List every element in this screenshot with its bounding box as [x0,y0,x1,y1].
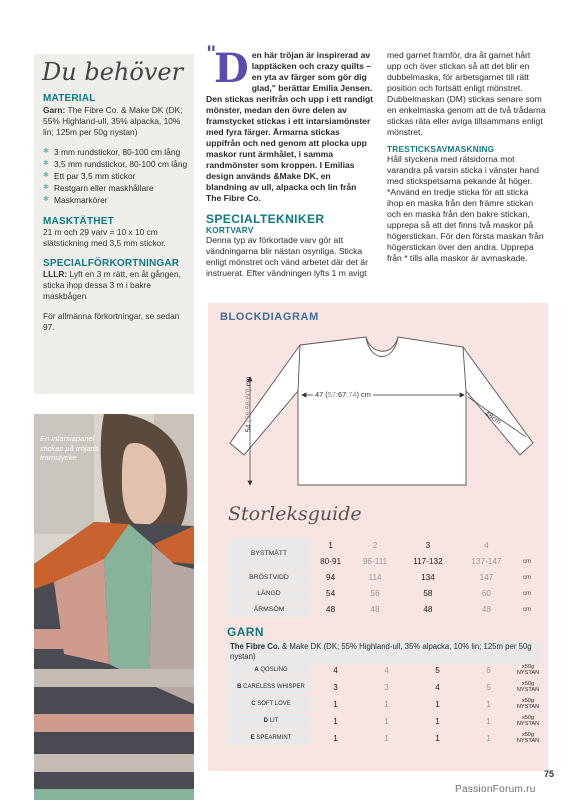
table-row [228,662,542,679]
yarn-letter: E [250,734,255,741]
special-abbrev-heading: SPECIALFÖRKORTNINGAR [43,257,180,269]
kortvarv-continued: med garnet framför, dra åt garnet hårt upp och över stickan så att det blir en dubbelmaska, för arbetsgarnet till rätt position och fortsätt enligt mönstret. Dubbelmaskan (DM) stickas senare som en enkelmaska genom att de två trådarna stickas räta eller aviga tillsammans enligt mönstret. [387,50,546,137]
sweater-illustration [34,414,194,800]
size-num: 1 [310,538,351,554]
intro-text [206,41,374,204]
cell: 6 [463,662,514,679]
bust-value: 137-147 [457,554,516,570]
unit-cell: cm [516,586,538,602]
width-paren: ( [323,390,328,399]
row-label: ÄRMSÖM [228,602,310,618]
kortvarv-heading: KORTVARV [206,226,254,235]
yarn-label [228,679,310,696]
special-tech-heading: SPECIALTEKNIKER [206,212,325,226]
lllr-label: LLLR: [43,268,68,279]
cell: 60 [457,586,516,602]
size-guide-title: Storleksguide [228,503,362,525]
cell: 4 [412,679,463,696]
abbrev-note: För allmänna förkortningar, se sedan 97. [43,311,180,333]
row-label: BRÖSTVIDD [228,570,310,586]
quote-mark: " [206,41,217,65]
cell: 1 [310,730,361,747]
drop-cap: D [214,45,249,92]
cell: 48 [310,602,351,618]
width-size-4: :74 [346,390,357,399]
unit-cell: x50g NYSTAN [514,730,542,747]
cell: 114 [351,570,399,586]
length-other-sizes: (56:58:60) [243,388,253,425]
length-dimension [244,355,253,455]
yarn-letter: B [237,683,242,690]
sweater-photo [34,414,194,800]
kortvarv-text: Denna typ av förkortade varv gör att vändningarna blir nästan osynliga. Sticka enligt mönstret och vänd arbetet där det är instruerat. Efter vändningen lyfts 1 m avigt [206,235,368,278]
cell: 5 [412,662,463,679]
unit-cell: cm [516,570,538,586]
photo-caption: En intarsiapanel stickas på tröjans framstycke [40,434,99,462]
bust-value: 80-91 [310,554,351,570]
unit-cell [516,538,538,554]
cell: 1 [310,696,361,713]
bust-value: 117-132 [399,554,457,570]
material-item: ✱ 3 mm rundstickor, 80-100 cm lång [43,147,191,158]
material-item: ✱ Maskmarkörer [43,195,191,206]
material-item: ✱ Ett par 3,5 mm stickor [43,171,191,182]
trestick-text: Håll styckena med rätsidorna mot varandra på varsin sticka i vänster hand med stickspetsarna pekande åt höger. *Använd en tredje sticka för att sticka ihop en maska från den främre stickan och en maska från den bakre stickan, upprepa så att det finns två maskor på högerstickan. För den första maskan från högerstickan över den andra. Upprepa från * tills alla maskor är avmaskade. [387,154,544,263]
yarn-label [228,696,310,713]
unit-cell: cm [516,602,538,618]
masktathet-heading: MASKTÄTHET [43,216,114,228]
width-size-2: 57 [327,390,336,399]
cell: 58 [399,586,457,602]
yarn-name: SOFT LOVE [257,700,291,707]
unit-cell: x50g NYSTAN [514,679,542,696]
size-num: 3 [399,538,457,554]
yarn-letter: D [263,717,268,724]
cell: 56 [351,586,399,602]
yarn-name: QOSLING [260,666,288,673]
table-row [228,538,538,554]
right-column [387,50,547,264]
cell: 54 [310,586,351,602]
watermark: PassionForum.ru [455,784,536,795]
cell: 1 [412,730,463,747]
cell: 48 [399,602,457,618]
size-table [228,538,538,618]
trestick-heading: TRESTICKSAVMASKNING [387,145,495,154]
yarn-label [228,662,310,679]
block-diagram-heading: BLOCKDIAGRAM [220,311,319,323]
page-number: 75 [544,769,555,779]
bust-label: BYSTMÅTT [228,538,310,570]
garn-heading: GARN [227,625,264,639]
unit-cell: x50g NYSTAN [514,713,542,730]
lllr-text: Lyft en 3 m rätt, en åt gången, sticka ihop dessa 3 m i bakre maskbågen [43,268,181,301]
special-abbrev-text [43,269,191,301]
garn-text: The Fibre Co. & Make DK (DK; 55% Highland-ull, 35% alpacka, 10% lin; 125m per 50g nystan) [43,105,183,137]
sidebar-content [43,93,191,333]
sleeve-dimension: 48cm [483,408,504,427]
width-unit: ) cm [356,390,371,399]
width-size-3: :67 [335,390,347,399]
cell: 134 [399,570,457,586]
cell: 4 [310,662,361,679]
cell: 1 [412,696,463,713]
width-size-1: 47 [315,390,324,399]
garn-desc-text: & Make DK (DK; 55% Highland-ull, 35% alpacka, 10% lin; 125m per 50g nystan) [230,642,532,661]
material-item: ✱ Restgarn eller maskhållare [43,183,191,194]
yarn-table [228,662,542,747]
cell: 1 [463,713,514,730]
cell: 48 [351,602,399,618]
garn-description [228,641,542,664]
cell: 48 [457,602,516,618]
table-row [228,586,538,602]
cell: 3 [361,679,412,696]
unit-cell: x50g NYSTAN [514,696,542,713]
row-label: LÄNGD [228,586,310,602]
table-row [228,696,542,713]
table-row [228,730,542,747]
sidebar-title: Du behöver [42,58,184,86]
yarn-name: SPEARMINT [256,734,292,741]
cell: 1 [361,713,412,730]
yarn-label [228,730,310,747]
material-list [43,147,191,205]
yarn-label [228,713,310,730]
unit-cell: cm [516,554,538,570]
cell: 3 [310,679,361,696]
cell: 1 [361,696,412,713]
size-num: 2 [351,538,399,554]
intro-article [206,41,374,279]
cell: 1 [463,696,514,713]
length-size-1: 54 [243,424,253,433]
cell: 147 [457,570,516,586]
size-num: 4 [457,538,516,554]
cell: 4 [361,662,412,679]
unit-cell: x50g NYSTAN [514,662,542,679]
yarn-name: LIT [269,717,279,724]
length-unit: cm [243,376,253,389]
cell: 94 [310,570,351,586]
table-row [228,570,538,586]
yarn-letter: C [251,700,256,707]
yarn-name: CARELESS WHISPER [243,683,305,690]
block-diagram [208,325,548,500]
cell: 1 [361,730,412,747]
width-dimension [313,390,373,399]
table-row [228,602,538,618]
material-item: ✱ 3,5 mm rundstickor, 80-100 cm lång [43,159,191,170]
material-text [43,105,191,137]
masktathet-text: 21 m och 29 varv = 10 x 10 cm slätstickning med 3,5 mm stickor. [43,227,166,249]
cell: 1 [310,713,361,730]
table-row [228,713,542,730]
cell: 5 [463,679,514,696]
yarn-letter: A [254,666,259,673]
garn-brand: The Fibre Co. [230,642,280,651]
material-heading: MATERIAL [43,93,96,104]
intro-body: en här tröjan är inspirerad av lapptäcken och crazy quilts – en yta av färger som gör dig glad," berättar Emilia Jensen. Den stickas nerifrån och upp i ett randigt mönster, medan den övre delen av framstycket stickas i ett intarsiamönster med fyra färger. Ärmarna stickas uppifrån och ned genom att plocka upp maskor runt ärmhålet, i samma randmönster som kroppen. I Emilias design används &Make DK, en blandning av ull, alpacka och lin från The Fibre Co. [206,50,374,203]
bust-value: 96-111 [351,554,399,570]
garn-label: Garn: [43,105,66,115]
cell: 1 [463,730,514,747]
cell: 1 [412,713,463,730]
table-row [228,679,542,696]
